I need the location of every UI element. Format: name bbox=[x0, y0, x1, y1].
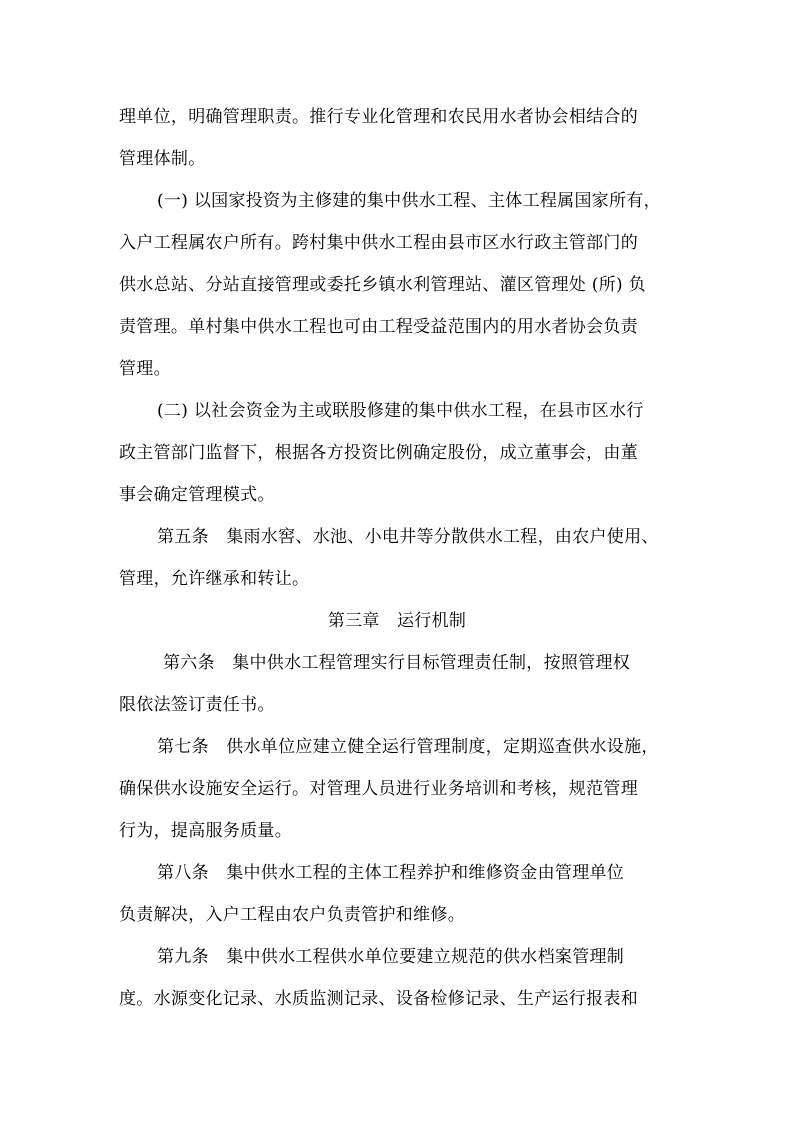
text-line: 管理。 bbox=[119, 359, 171, 379]
text-line: 管理体制。 bbox=[119, 149, 206, 169]
article-7: 第七条 供水单位应建立健全运行管理制度，定期巡查供水设施， bbox=[157, 737, 659, 757]
text-line: 限依法签订责任书。 bbox=[119, 695, 275, 715]
chapter-heading: 第三章 运行机制 bbox=[327, 611, 467, 631]
text-line: 确保供水设施安全运行。对管理人员进行业务培训和考核，规范管理 bbox=[119, 779, 638, 799]
text-line: 理单位，明确管理职责。推行专业化管理和农民用水者协会相结合的 bbox=[119, 107, 638, 127]
paragraph-start: (一) 以国家投资为主修建的集中供水工程、主体工程属国家所有， bbox=[157, 191, 661, 211]
paragraph-start: (二) 以社会资金为主或联股修建的集中供水工程，在县市区水行 bbox=[157, 401, 644, 421]
article-8: 第八条 集中供水工程的主体工程养护和维修资金由管理单位 bbox=[157, 863, 625, 883]
text-line: 责管理。单村集中供水工程也可由工程受益范围内的用水者协会负责 bbox=[119, 317, 638, 337]
text-line: 入户工程属农户所有。跨村集中供水工程由县市区水行政主管部门的 bbox=[119, 233, 638, 253]
text-line: 负责解决，入户工程由农户负责管护和维修。 bbox=[119, 905, 465, 925]
article-9: 第九条 集中供水工程供水单位要建立规范的供水档案管理制 bbox=[157, 947, 625, 967]
text-line: 供水总站、分站直接管理或委托乡镇水利管理站、灌区管理处 (所) 负 bbox=[119, 275, 646, 295]
article-5: 第五条 集雨水窖、水池、小电井等分散供水工程，由农户使用、 bbox=[157, 527, 659, 547]
text-line: 度。水源变化记录、水质监测记录、设备检修记录、生产运行报表和 bbox=[119, 989, 638, 1009]
text-line: 管理，允许继承和转让。 bbox=[119, 569, 310, 589]
text-line: 事会确定管理模式。 bbox=[119, 485, 275, 505]
article-6: 第六条 集中供水工程管理实行目标管理责任制，按照管理权 bbox=[163, 653, 631, 673]
text-line: 行为，提高服务质量。 bbox=[119, 821, 292, 841]
text-line: 政主管部门监督下，根据各方投资比例确定股份，成立董事会，由董 bbox=[119, 443, 638, 463]
